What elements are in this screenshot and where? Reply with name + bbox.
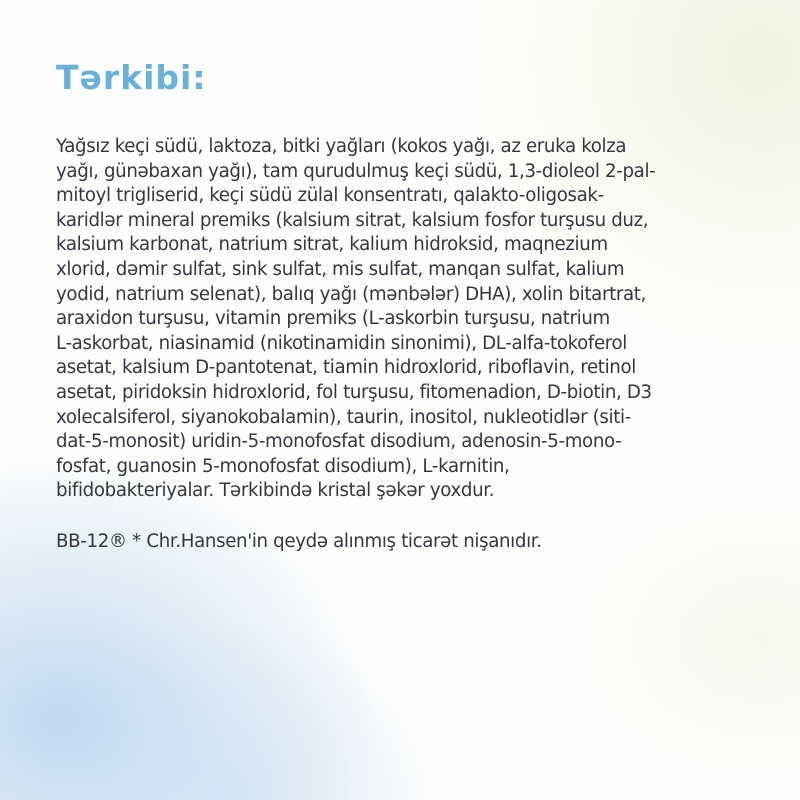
ingredients-line: yodid, natrium selenat), balıq yağı (mənbələr) DHA), xolin bitartrat, [56, 283, 646, 305]
ingredients-panel [56, 58, 746, 554]
ingredients-line: asetat, kalsium D-pantotenat, tiamin hidroxlorid, riboflavin, retinol [56, 357, 636, 379]
ingredients-line: yağı, günəbaxan yağı), tam qurudulmuş keçi südü, 1,3-dioleol 2-pal- [56, 160, 656, 182]
ingredients-line: xlorid, dəmir sulfat, sink sulfat, mis sulfat, manqan sulfat, kalium [56, 258, 625, 280]
ingredients-line: mitoyl trigliserid, keçi südü zülal konsentratı, qalakto-oligosak- [56, 185, 604, 207]
ingredients-line: fosfat, guanosin 5-monofosfat disodium), L-karnitin, [56, 455, 510, 477]
ingredients-line: bifidobakteriyalar. Tərkibində kristal şəkər yoxdur. [56, 480, 495, 502]
ingredients-line: xolecalsiferol, siyanokobalamin), taurin, inositol, nukleotidlər (siti- [56, 406, 631, 428]
ingredients-line: dat-5-monosit) uridin-5-monofosfat disodium, adenosin-5-mono- [56, 431, 622, 453]
ingredients-text [56, 135, 746, 504]
page-title: Tərkibi: [56, 58, 207, 97]
ingredients-line: karidlər mineral premiks (kalsium sitrat, kalsium fosfor turşusu duz, [56, 209, 649, 231]
trademark-note: BB-12® * Chr.Hansen'in qeydə alınmış ticarət nişanıdır. [56, 530, 542, 552]
ingredients-line: araxidon turşusu, vitamin premiks (L-askorbin turşusu, natrium [56, 308, 610, 330]
ingredients-line: asetat, piridoksin hidroxlorid, fol turşusu, fitomenadion, D-biotin, D3 [56, 381, 652, 403]
ingredients-line: L-askorbat, niasinamid (nikotinamidin sinonimi), DL-alfa-tokoferol [56, 332, 628, 354]
ingredients-line: kalsium karbonat, natrium sitrat, kalium hidroksid, maqnezium [56, 234, 608, 256]
ingredients-line: Yağsız keçi südü, laktoza, bitki yağları (kokos yağı, az eruka kolza [56, 136, 627, 157]
